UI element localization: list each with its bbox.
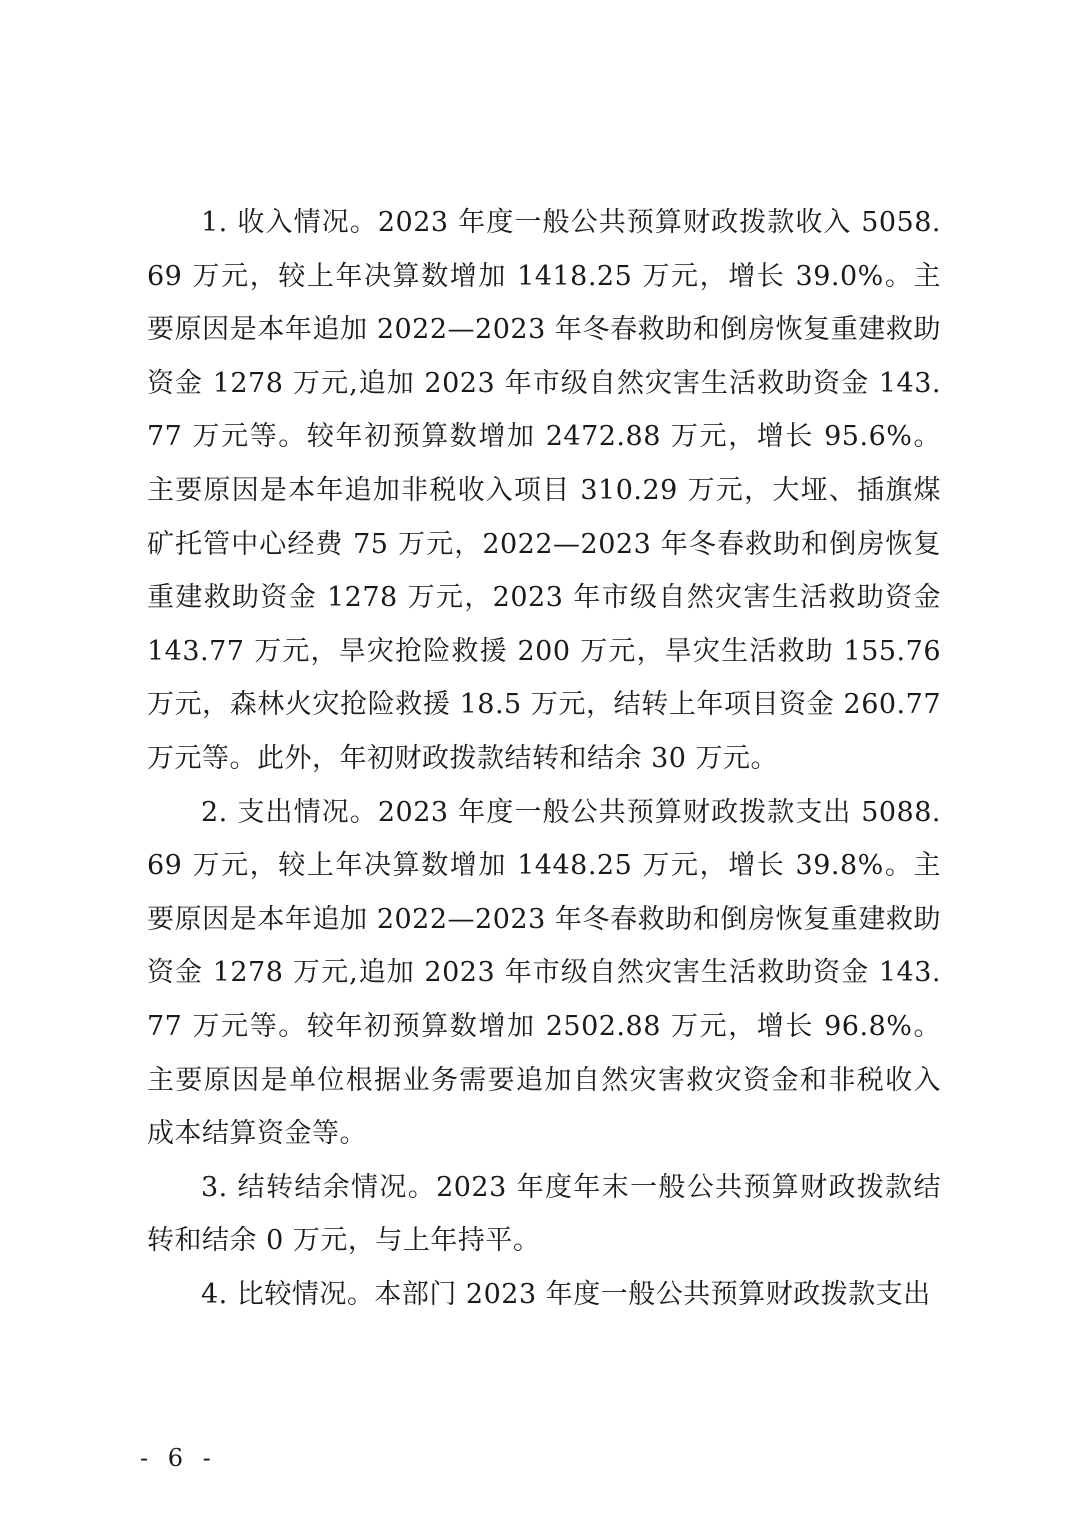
paragraph-expenditure: 2. 支出情况。2023 年度一般公共预算财政拨款支出 5088.69 万元，较上年决算数增加 1448.25 万元，增长 39.8%。主要原因是本年追加 2022—2023 年冬春救助和倒房恢复重建救助资金 1278 万元,追加 2023 年市级自然灾害生活救助资金 143.77 万元等。较年初预算数增加 2502.88 万元，增长 96.8%。主要原因是单位根据业务需要追加自然灾害救灾资金和非税收入成本结算资金等。 — [147, 796, 941, 1150]
paragraph-comparison: 4. 比较情况。本部门 2023 年度一般公共预算财政拨款支出 — [201, 1278, 931, 1310]
body-text — [147, 196, 941, 1321]
paragraph-carryover: 3. 结转结余情况。2023 年度年末一般公共预算财政拨款结转和结余 0 万元，与上年持平。 — [147, 1171, 941, 1257]
paragraph-income: 1. 收入情况。2023 年度一般公共预算财政拨款收入 5058.69 万元，较上年决算数增加 1418.25 万元，增长 39.0%。主要原因是本年追加 2022—2023 年冬春救助和倒房恢复重建救助资金 1278 万元,追加 2023 年市级自然灾害生活救助资金 143.77 万元等。较年初预算数增加 2472.88 万元，增长 95.6%。主要原因是本年追加非税收入项目 310.29 万元，大垭、插旗煤矿托管中心经费 75 万元，2022—2023 年冬春救助和倒房恢复重建救助资金 1278 万元，2023 年市级自然灾害生活救助资金 143.77 万元，旱灾抢险救援 200 万元，旱灾生活救助 155.76 万元，森林火灾抢险救援 18.5 万元，结转上年项目资金 260.77 万元等。此外，年初财政拨款结转和结余 30 万元。 — [147, 207, 941, 774]
page-number: - 6 - — [140, 1444, 217, 1472]
